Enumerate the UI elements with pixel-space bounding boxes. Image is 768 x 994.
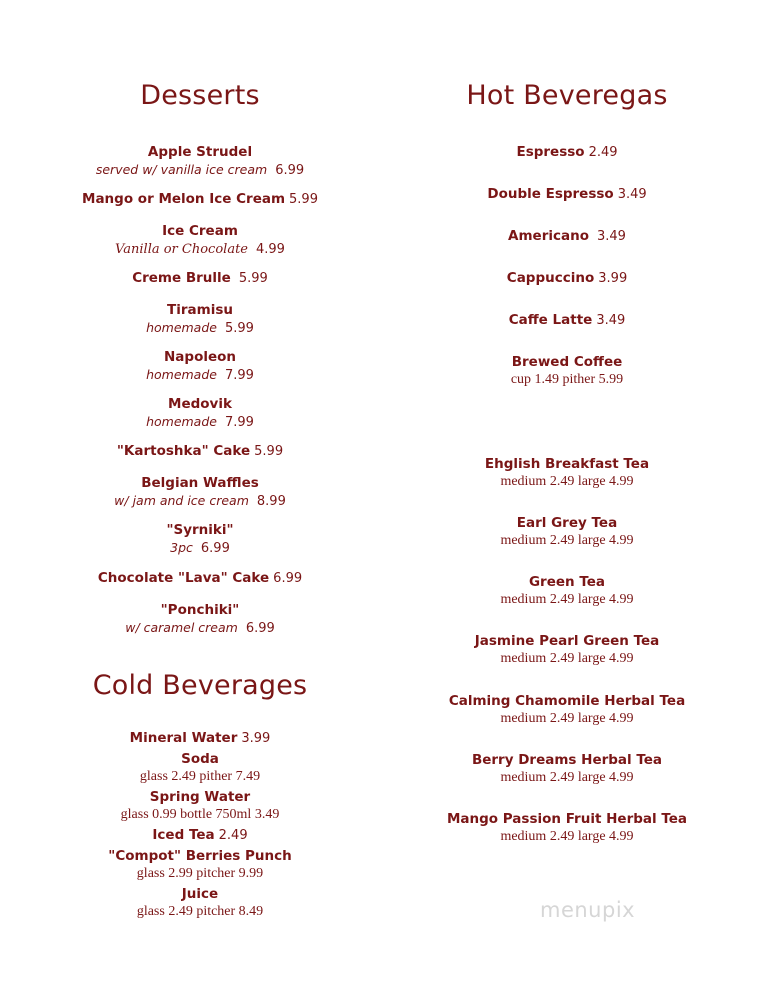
item-price: 2.49 [588, 145, 618, 160]
desserts-title: Desserts [140, 80, 260, 111]
item-name: "Compot" Berries Punch [108, 848, 292, 864]
item-price: 3.49 [596, 313, 626, 328]
menu-item [146, 395, 254, 432]
item-price-line: glass 2.49 pitcher 8.49 [136, 904, 264, 919]
item-desc: homemade [146, 414, 217, 429]
item-price: 5.99 [254, 444, 284, 459]
item-price: 7.99 [224, 415, 254, 430]
item-name: Mineral Water [129, 730, 238, 746]
menu-item [166, 521, 233, 558]
item-price-line: medium 2.49 large 4.99 [500, 711, 634, 726]
menu-item [114, 474, 286, 511]
item-desc: homemade [146, 367, 217, 382]
menu-item [146, 348, 254, 385]
item-name: Soda [181, 751, 219, 767]
item-desc: served w/ vanilla ice cream [95, 162, 268, 177]
menu-item [82, 190, 318, 209]
menu-item [130, 729, 271, 748]
item-name: Caffe Latte [508, 312, 593, 328]
item-name: Spring Water [149, 789, 251, 805]
item-price: 6.99 [275, 163, 305, 178]
menu-item [115, 222, 285, 259]
item-name: "Syrniki" [166, 522, 234, 538]
item-name: Tiramisu [167, 302, 233, 318]
menupix-watermark: menupix [540, 898, 636, 922]
menu-item [507, 269, 627, 288]
item-name: Calming Chamomile Herbal Tea [448, 693, 686, 709]
item-name: Apple Strudel [147, 144, 253, 160]
menu-item [108, 847, 291, 883]
menu-item [140, 750, 260, 786]
item-name: "Kartoshka" Cake [116, 443, 251, 459]
tea-item [447, 810, 687, 846]
menu-item [508, 227, 626, 246]
item-price: 6.99 [245, 621, 275, 636]
item-name: Ice Cream [162, 223, 238, 239]
menu-item [121, 788, 280, 824]
item-name: Belgian Waffles [141, 475, 259, 491]
menu-item [137, 885, 263, 921]
menu-item [117, 442, 283, 461]
menu-item [487, 185, 646, 204]
item-name: Medovik [168, 396, 232, 412]
item-name: Chocolate "Lava" Cake [97, 570, 270, 586]
item-price: 3.99 [598, 271, 628, 286]
item-name: Brewed Coffee [511, 354, 623, 370]
tea-item [500, 514, 633, 550]
item-price: 2.49 [218, 828, 248, 843]
item-price: 4.99 [255, 242, 285, 257]
item-name: Jasmine Pearl Green Tea [474, 633, 660, 649]
item-name: Green Tea [528, 574, 606, 590]
tea-item [475, 632, 660, 668]
menu-item [132, 269, 268, 288]
item-price: 7.99 [224, 368, 254, 383]
item-price: 6.99 [273, 571, 303, 586]
tea-item [449, 692, 685, 728]
item-name: Cappuccino [506, 270, 595, 286]
item-name: Ehglish Breakfast Tea [484, 456, 650, 472]
item-price: 3.49 [617, 187, 647, 202]
item-price: 3.49 [597, 229, 626, 244]
item-price: 5.99 [289, 192, 318, 207]
hot-beverages-title: Hot Beveregas [466, 80, 668, 111]
item-name: Double Espresso [487, 186, 614, 202]
item-name: "Ponchiki" [160, 602, 240, 618]
item-price-line: medium 2.49 large 4.99 [500, 770, 634, 785]
item-price: 5.99 [238, 271, 268, 286]
item-desc: 3pc [170, 540, 193, 555]
menu-item [509, 311, 626, 330]
item-name: Americano [508, 228, 590, 244]
item-name: Earl Grey Tea [516, 515, 618, 531]
item-desc: Vanilla or Chocolate [115, 242, 248, 257]
item-price-line: medium 2.49 large 4.99 [500, 474, 634, 489]
item-name: Napoleon [163, 349, 237, 365]
item-name: Mango Passion Fruit Herbal Tea [446, 811, 688, 827]
menu-item [125, 601, 275, 638]
tea-item [472, 751, 662, 787]
item-price-line: cup 1.49 pither 5.99 [510, 372, 624, 387]
item-price-line: medium 2.49 large 4.99 [500, 829, 634, 844]
menu-item [152, 826, 247, 845]
item-name: Mango or Melon Ice Cream [82, 191, 286, 207]
item-name: Espresso [516, 144, 585, 160]
item-name: Iced Tea [152, 827, 215, 843]
item-name: Berry Dreams Herbal Tea [471, 752, 663, 768]
menu-item [98, 569, 302, 588]
item-price: 8.99 [256, 494, 286, 509]
menu-item [511, 353, 623, 389]
menu-item [516, 143, 617, 162]
item-price-line: medium 2.49 large 4.99 [500, 592, 634, 607]
tea-item [485, 455, 649, 491]
item-price: 6.99 [200, 541, 230, 556]
menu-item [146, 301, 254, 338]
item-price: 5.99 [224, 321, 254, 336]
item-name: Creme Brulle [132, 270, 231, 286]
item-price-line: medium 2.49 large 4.99 [500, 651, 634, 666]
tea-item [500, 573, 633, 609]
item-desc: homemade [146, 320, 217, 335]
menu-item [96, 143, 304, 180]
item-desc: w/ caramel cream [125, 620, 238, 635]
item-price-line: glass 2.49 pither 7.49 [139, 769, 261, 784]
item-price-line: glass 0.99 bottle 750ml 3.49 [120, 807, 280, 822]
cold-beverages-title: Cold Beverages [92, 670, 308, 701]
item-price-line: glass 2.99 pitcher 9.99 [136, 866, 264, 881]
item-name: Juice [181, 886, 219, 902]
item-price: 3.99 [241, 731, 271, 746]
item-price-line: medium 2.49 large 4.99 [500, 533, 634, 548]
item-desc: w/ jam and ice cream [114, 493, 249, 508]
